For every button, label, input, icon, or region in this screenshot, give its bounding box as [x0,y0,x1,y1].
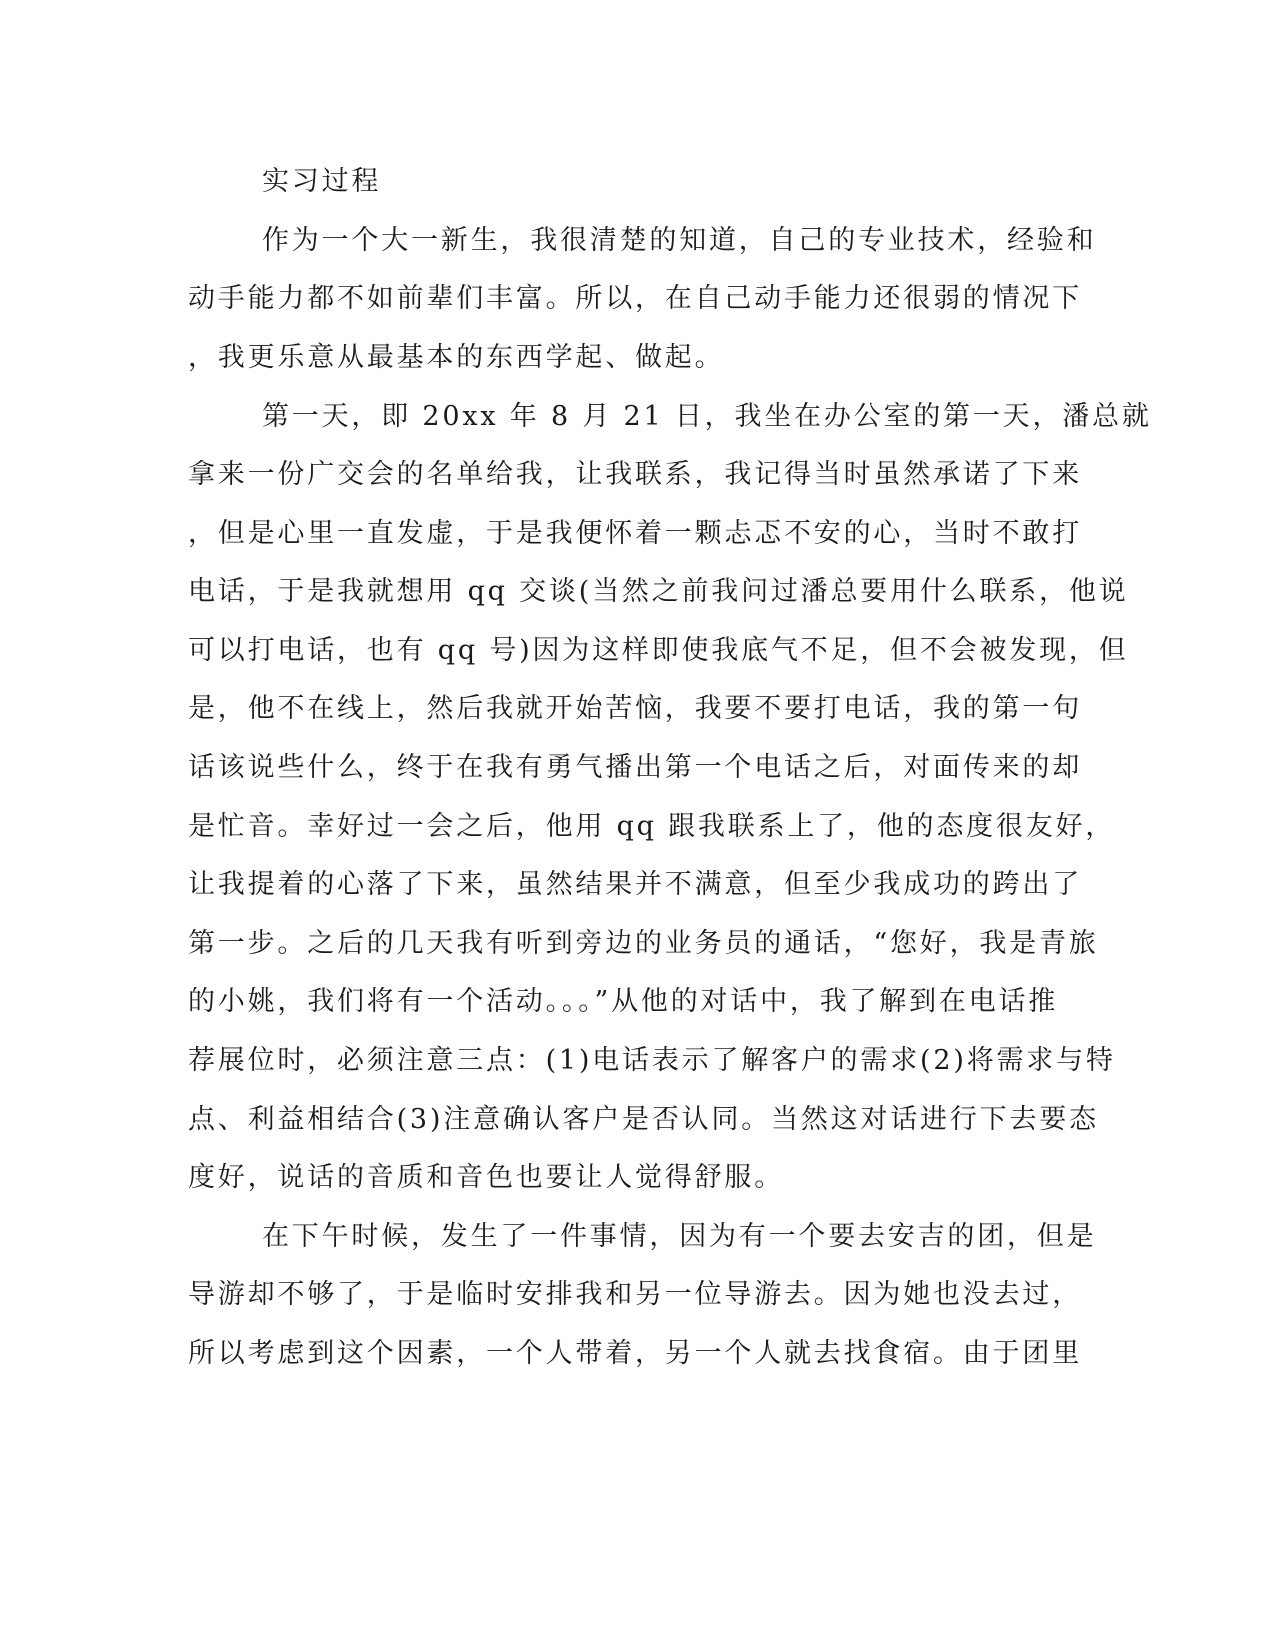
paragraph-line: 点、利益相结合(3)注意确认客户是否认同。当然这对话进行下去要态 [188,1104,1099,1135]
section-heading: 实习过程 [262,166,382,197]
paragraph-line: 是，他不在线上，然后我就开始苦恼，我要不要打电话，我的第一句 [188,693,1082,724]
paragraph-line: 所以考虑到这个因素，一个人带着，另一个人就去找食宿。由于团里 [188,1338,1082,1369]
paragraph-line: 在下午时候，发生了一件事情，因为有一个要去安吉的团，但是 [262,1221,1097,1252]
paragraph-line: 拿来一份广交会的名单给我，让我联系，我记得当时虽然承诺了下来 [188,459,1082,490]
paragraph-line: 导游却不够了，于是临时安排我和另一位导游去。因为她也没去过， [188,1279,1082,1310]
paragraph-line: ，但是心里一直发虚，于是我便怀着一颗忐忑不安的心，当时不敢打 [188,518,1082,549]
paragraph-line: 的小姚，我们将有一个活动。。。”从他的对话中，我了解到在电话推 [188,986,1059,1017]
paragraph-line: 是忙音。幸好过一会之后，他用 qq 跟我联系上了，他的态度很友好， [188,811,1116,842]
paragraph-line: 动手能力都不如前辈们丰富。所以，在自己动手能力还很弱的情况下 [188,283,1082,314]
paragraph-line: 第一天，即 20xx 年 8 月 21 日，我坐在办公室的第一天，潘总就 [262,401,1152,432]
paragraph-line: 第一步。之后的几天我有听到旁边的业务员的通话，“您好，我是青旅 [188,928,1099,959]
paragraph-line: 荐展位时，必须注意三点：(1)电话表示了解客户的需求(2)将需求与特 [188,1045,1116,1076]
paragraph-line: 度好，说话的音质和音色也要让人觉得舒服。 [188,1162,784,1193]
paragraph-line: 可以打电话，也有 qq 号)因为这样即使我底气不足，但不会被发现，但 [188,635,1129,666]
paragraph-line: 话该说些什么，终于在我有勇气播出第一个电话之后，对面传来的却 [188,752,1082,783]
paragraph-line: 作为一个大一新生，我很清楚的知道，自己的专业技术，经验和 [262,225,1097,256]
paragraph-line: 让我提着的心落了下来，虽然结果并不满意，但至少我成功的跨出了 [188,869,1082,900]
paragraph-line: 电话，于是我就想用 qq 交谈(当然之前我问过潘总要用什么联系，他说 [188,576,1129,607]
paragraph-line: ，我更乐意从最基本的东西学起、做起。 [188,342,725,373]
